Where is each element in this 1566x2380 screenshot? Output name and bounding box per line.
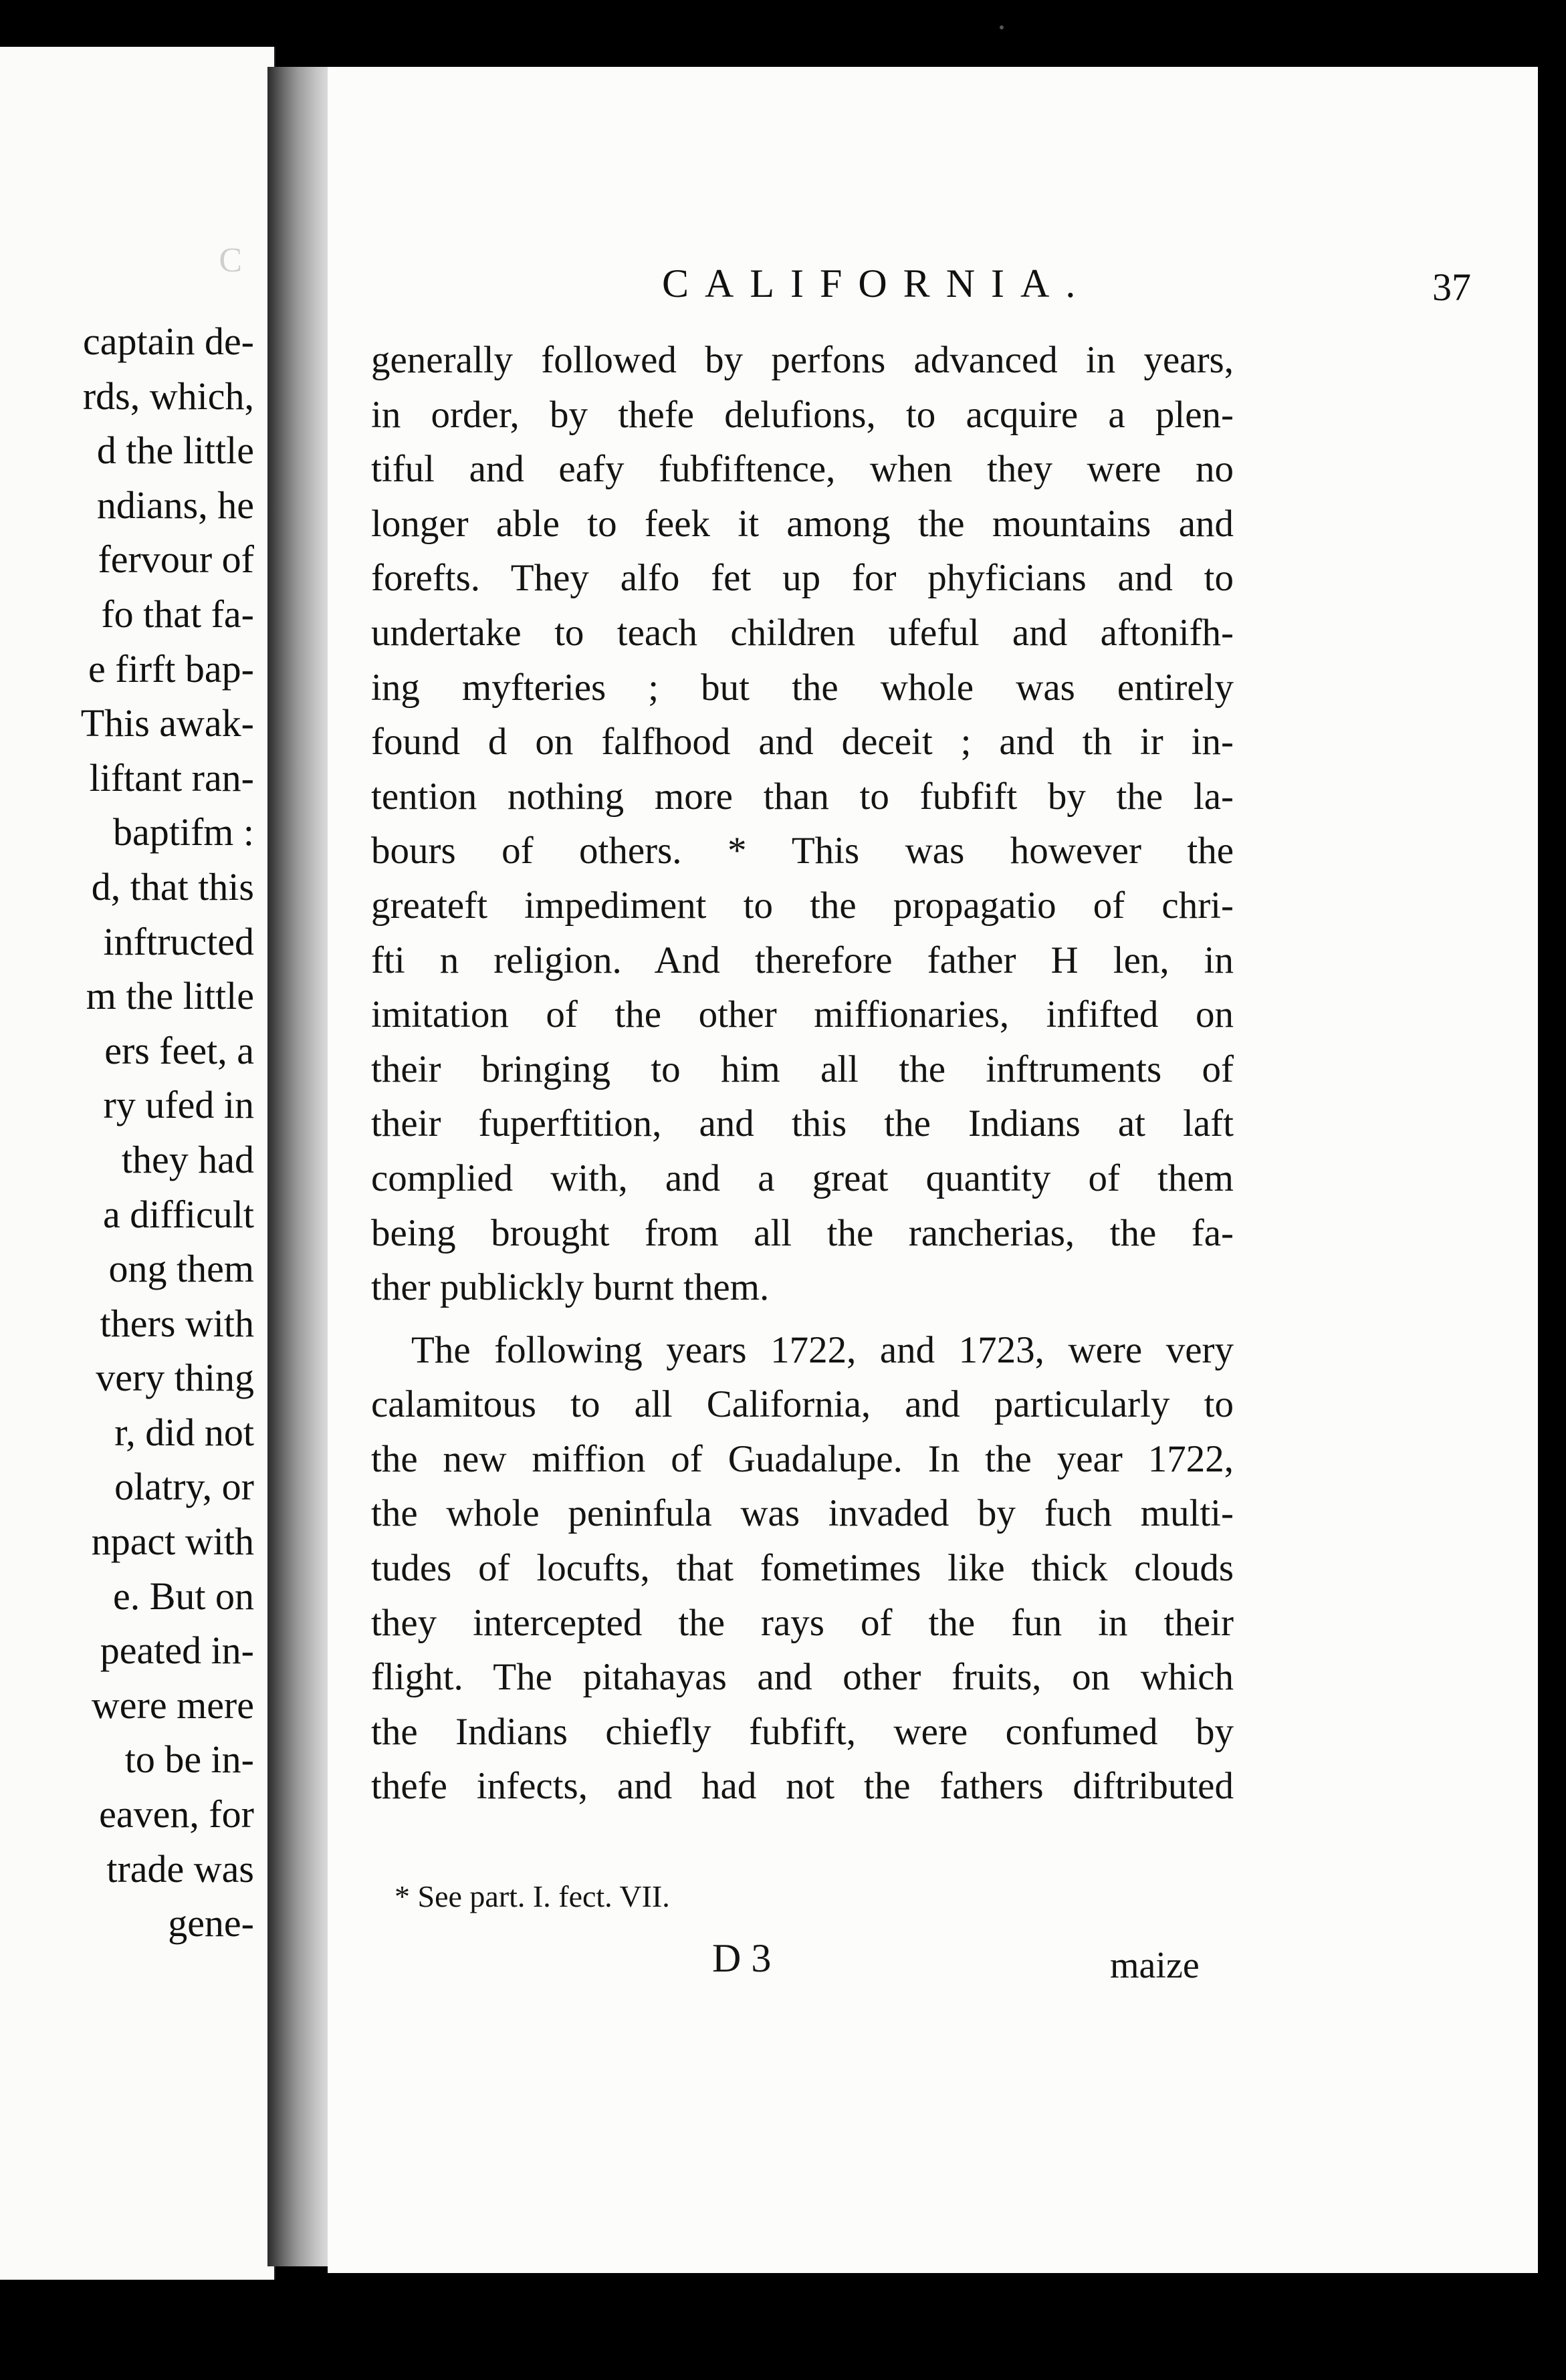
body-line: tention nothing more than to fubfift by the la- (371, 775, 1234, 818)
body-line: forefts. They alfo fet up for phyficians and to (371, 557, 1234, 600)
body-line: fti n religion. And therefore father H len, in (371, 939, 1234, 981)
page-gutter-shadow (267, 67, 334, 2266)
left-text-line: ndians, he (96, 483, 254, 527)
body-line: in order, by thefe delufions, to acquire a plen- (371, 393, 1234, 436)
left-text-line: rds, which, (82, 374, 254, 418)
body-line: found d on falfhood and deceit ; and th ir in- (371, 721, 1234, 763)
left-text-line: ong them (108, 1247, 254, 1291)
left-text-line: ry ufed in (103, 1083, 254, 1127)
body-line: longer able to feek it among the mountains and (371, 502, 1234, 545)
body-line: thefe infects, and had not the fathers diftributed (371, 1765, 1234, 1808)
left-page-fragment (0, 47, 275, 2280)
body-line: bours of others. * This was however the (371, 830, 1234, 872)
left-text-line: fervour of (98, 538, 254, 582)
body-line: calamitous to all California, and particularly to (371, 1383, 1234, 1426)
left-text-line: very thing (96, 1356, 254, 1400)
left-text-line: olatry, or (114, 1465, 254, 1509)
body-line: their bringing to him all the inftruments of (371, 1048, 1234, 1090)
left-text-line: baptifm : (112, 810, 254, 854)
left-text-line: fo that fa- (101, 592, 254, 636)
running-head (555, 261, 1471, 321)
body-line: tudes of locufts, that fometimes like thick clouds (371, 1547, 1234, 1590)
body-line: ing myfteries ; but the whole was entirely (371, 666, 1234, 709)
left-text-line: thers with (100, 1301, 254, 1345)
left-text-line: gene- (168, 1901, 254, 1945)
left-text-line: inftructed (103, 919, 254, 963)
left-text-line: e firft bap- (88, 646, 254, 691)
body-line: they intercepted the rays of the fun in their (371, 1601, 1234, 1644)
paragraph-gap (371, 1315, 1234, 1323)
body-line: complied with, and a great quantity of them (371, 1157, 1234, 1199)
body-line: generally followed by perfons advanced in years, (371, 339, 1234, 381)
body-line: tiful and eafy fubfiftence, when they were no (371, 448, 1234, 491)
left-text-line: captain de- (82, 320, 254, 363)
body-line: the whole peninfula was invaded by fuch multi- (371, 1492, 1234, 1535)
right-page (328, 67, 1538, 2273)
left-text-line: This awak- (80, 701, 254, 745)
left-text-line: npact with (91, 1520, 254, 1564)
left-text-line: trade was (106, 1847, 254, 1891)
footnote: * See part. I. fect. VII. (395, 1879, 670, 1913)
body-line: imitation of the other miffionaries, infifted on (371, 993, 1234, 1036)
dust-speck (1000, 25, 1004, 29)
left-text-line: were mere (91, 1683, 254, 1727)
left-text-line: peated in- (100, 1629, 254, 1673)
running-title: CALIFORNIA. (662, 261, 1092, 306)
left-text-line: r, did not (114, 1410, 254, 1454)
body-line: the new miffion of Guadalupe. In the year 1722, (371, 1437, 1234, 1480)
body-line: their fuperftition, and this the Indians at laft (371, 1102, 1234, 1145)
body-line: the Indians chiefly fubfift, were confumed by (371, 1710, 1234, 1753)
body-line: being brought from all the rancherias, the fa- (371, 1211, 1234, 1254)
signature-mark: D 3 (712, 1936, 772, 1980)
left-text-line: to be in- (124, 1738, 254, 1782)
left-text-line: e. But on (112, 1574, 254, 1618)
body-line: ther publickly burnt them. (371, 1266, 770, 1309)
catchword: maize (1110, 1945, 1200, 1986)
paragraph-2 (371, 1323, 1234, 1814)
left-text-line: ers feet, a (104, 1028, 254, 1072)
left-running-head-fragment: C (219, 241, 247, 279)
body-line: greateft impediment to the propagatio of chri- (371, 884, 1234, 927)
left-text-line: eaven, for (99, 1792, 254, 1836)
paragraph-1 (371, 333, 1234, 1315)
body-line: flight. The pitahayas and other fruits, on which (371, 1656, 1234, 1699)
body-line: The following years 1722, and 1723, were very (411, 1328, 1234, 1371)
left-text-line: they had (121, 1137, 254, 1181)
page-number: 37 (1432, 265, 1471, 309)
body-line: undertake to teach children ufeful and aftonifh- (371, 611, 1234, 654)
left-text-line: a difficult (102, 1192, 254, 1236)
left-text-line: d the little (96, 429, 254, 473)
left-text-line: m the little (86, 974, 254, 1018)
left-text-line: d, that this (91, 864, 254, 909)
left-page-text (0, 314, 254, 1951)
left-text-line: liftant ran- (89, 755, 254, 800)
body-text (371, 333, 1234, 1814)
